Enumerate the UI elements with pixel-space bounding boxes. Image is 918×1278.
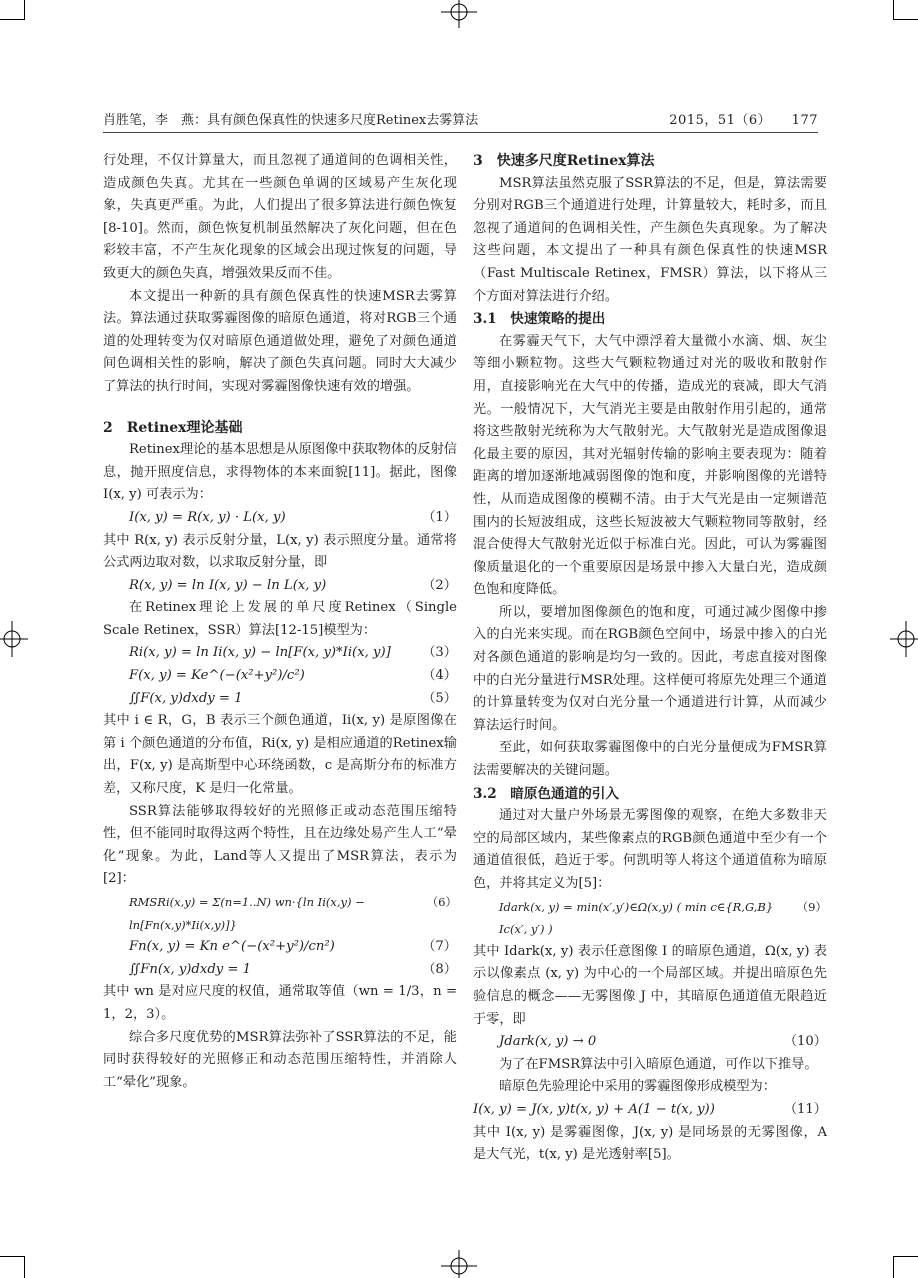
crop-mark (24, 0, 25, 20)
equation-6: RMSRi(x,y) = Σ(n=1..N) wn·{ln Ii(x,y) − ln[Fn(x,y)*Ii(x,y)]} （6） (129, 895, 457, 932)
crop-mark (893, 1256, 894, 1278)
paragraph: 所以，要增加图像颜色的饱和度，可通过减少图像中掺入的白光来实现。而在RGB颜色空间中，场景中掺入的白光对各颜色通道的影响是均匀一致的。因此，考虑直接对图像中的白光分量进行MSR处理。这样便可将原先处理三个通道的计算量转变为仅对白光分量一个通道进行计算，从而减少算法运行时间。 (473, 604, 827, 733)
registration-mark-right (890, 621, 918, 657)
equation-9: Idark(x, y) = min(x′,y′)∈Ω(x,y) ( min c∈{R,G,B} Ic(x′, y′) ) （9） (499, 899, 827, 937)
equation-10: Jdark(x, y) → 0 （10） (499, 1034, 827, 1050)
crop-mark (0, 1256, 24, 1257)
registration-mark-top (441, 0, 477, 28)
paragraph: 其中 Idark(x, y) 表示任意图像 I 的暗原色通道，Ω(x, y) 表示以像素点 (x, y) 为中心的一个局部区域。并提出暗原色先验信息的概念——无雾图像 J 中，其暗原色通道值无限趋近于零，即 (473, 943, 827, 1027)
paragraph: 行处理，不仅计算量大，而且忽视了通道间的色调相关性，造成颜色失真。尤其在一些颜色单调的区域易产生灰化现象，失真更严重。为此，人们提出了很多算法进行颜色恢复[8-10]。然而，颜色恢复机制虽然解决了灰化问题，但在色彩较丰富，不产生灰化现象的区域会出现过恢复的问题，导致更大的颜色失真，增强效果反而不佳。 (103, 153, 457, 281)
crop-mark (894, 19, 918, 20)
paragraph: 其中 i ∈ R，G，B 表示三个颜色通道，Ii(x, y) 是原图像在第 i 个颜色通道的分布值，Ri(x, y) 是相应通道的Retinex输出，F(x, y) 是高斯型中心环绕函数，c 是高斯分布的标准方差，又称尺度，K 是归一化常量。 (103, 713, 457, 797)
equation-11: I(x, y) = J(x, y)t(x, y) + A(1 − t(x, y)) （11） (473, 1101, 827, 1117)
paragraph: 其中 R(x, y) 表示反射分量，L(x, y) 表示照度分量。通常将公式两边取对数，以求取反射分量，即 (103, 532, 457, 571)
equation-2: R(x, y) = ln I(x, y) − ln L(x, y) （2） (129, 577, 457, 593)
crop-mark (0, 19, 24, 20)
journal-info: 2015，51（6） 177 (669, 113, 818, 128)
crop-mark (24, 1256, 25, 1278)
header-rule (103, 132, 818, 133)
paragraph: Retinex理论的基本思想是从原图像中获取物体的反射信息，抛开照度信息，求得物体的本来面貌[11]。据此，图像 I(x, y) 可表示为： (103, 442, 457, 503)
paragraph: 为了在FMSR算法中引入暗原色通道，可作以下推导。 (499, 1056, 818, 1072)
paragraph: 至此，如何获取雾霾图像中的白光分量便成为FMSR算法需要解决的关键问题。 (473, 740, 827, 779)
subsection-heading: 3.2 暗原色通道的引入 (473, 785, 619, 802)
equation-4: F(x, y) = Ke^(−(x²+y²)/c²) （4） (129, 668, 457, 684)
equation-1: I(x, y) = R(x, y) · L(x, y) （1） (129, 509, 457, 525)
paragraph: 在Retinex理论上发展的单尺度Retinex（Single Scale Retinex，SSR）算法[12-15]模型为： (103, 600, 457, 638)
crop-mark (893, 0, 894, 20)
paragraph: 在雾霾天气下，大气中漂浮着大量微小水滴、烟、灰尘等细小颗粒物。这些大气颗粒物通过对光的吸收和散射作用，直接影响光在大气中的传播，造成光的衰减，即大气消光。一般情况下，大气消光主要是由散射作用引起的，通常将这些散射光统称为大气散射光。大气散射光是造成图像退化最主要的原因，其对光辐射传输的影响主要表现为：随着距离的增加逐渐地减弱图像的饱和度，并影响图像的光谱特性，从而造成图像的模糊不清。由于大气光是由一定频谱范围内的长短波组成，这些长短波被大气颗粒物同等散射，经混合使得大气散射光近似于标准白光。因此，可认为雾霾图像质量退化的一个重要原因是场景中掺入大量白光，造成颜色饱和度降低。 (473, 333, 827, 598)
section-heading: 2 Retinex理论基础 (103, 419, 243, 436)
paragraph: 综合多尺度优势的MSR算法弥补了SSR算法的不足，能同时获得较好的光照修正和动态范围压缩特性，并消除人工“晕化”现象。 (103, 1029, 457, 1090)
registration-mark-bottom (441, 1250, 477, 1278)
registration-mark-left (0, 621, 28, 657)
paragraph: MSR算法虽然克服了SSR算法的不足，但是，算法需要分别对RGB三个通道进行处理，计算量较大，耗时多，而且忽视了通道间的色调相关性，产生颜色失真现象。为了解决这些问题，本文提出了一种具有颜色保真性的快速MSR（Fast Multiscale Retinex，FMSR）算法，以下将从三个方面对算法进行介绍。 (473, 175, 827, 304)
equation-8: ∬Fn(x, y)dxdy = 1 （8） (129, 961, 457, 977)
subsection-heading: 3.1 快速策略的提出 (473, 311, 606, 328)
crop-mark (894, 1256, 918, 1257)
equation-3: Ri(x, y) = ln Ii(x, y) − ln[F(x, y)*Ii(x, y)] （3） (129, 645, 457, 661)
section-heading: 3 快速多尺度Retinex算法 (473, 153, 655, 169)
equation-7: Fn(x, y) = Kn e^(−(x²+y²)/cn²) （7） (129, 939, 457, 955)
equation-5: ∬F(x, y)dxdy = 1 （5） (129, 690, 457, 706)
spacer (103, 399, 457, 417)
paragraph: 本文提出一种新的具有颜色保真性的快速MSR去雾算法。算法通过获取雾霾图像的暗原色通道，将对RGB三个通道的处理转变为仅对暗原色通道做处理，避免了对颜色通道间色调相关性的影响，解决了颜色失真问题。同时大大减少了算法的执行时间，实现对雾霾图像快速有效的增强。 (103, 288, 457, 394)
paragraph: 通过对大量户外场景无雾图像的观察，在绝大多数非天空的局部区域内，某些像素点的RGB颜色通道中至少有一个通道值很低，趋近于零。何凯明等人将这个通道值称为暗原色，并将其定义为[5]： (473, 808, 827, 891)
paragraph: SSR算法能够取得较好的光照修正或动态范围压缩特性，但不能同时取得这两个特性，且在边缘处易产生人工“晕化”现象。为此，Land等人又提出了MSR算法，表示为[2]： (103, 803, 457, 887)
paragraph: 暗原色先验理论中采用的雾霾图像形成模型为： (499, 1079, 776, 1095)
paragraph: 其中 I(x, y) 是雾霾图像，J(x, y) 是同场景的无雾图像，A 是大气光，t(x, y) 是光透射率[5]。 (473, 1124, 827, 1163)
right-column (473, 150, 827, 1167)
left-column (103, 150, 457, 1094)
paragraph: 其中 wn 是对应尺度的权值，通常取等值（wn = 1/3，n = 1，2，3）。 (103, 984, 457, 1022)
running-title: 肖胜笔，李 燕：具有颜色保真性的快速多尺度Retinex去雾算法 (103, 113, 479, 128)
